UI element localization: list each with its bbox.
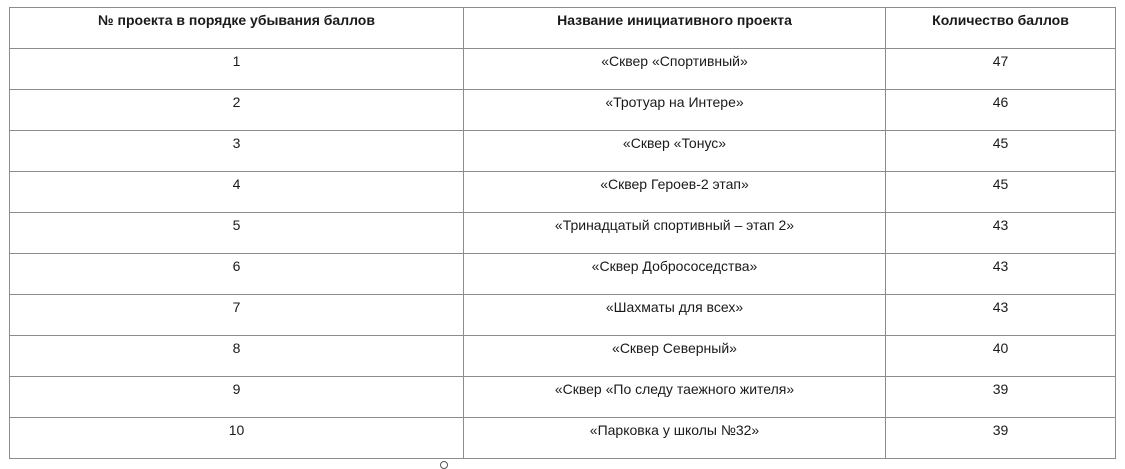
projects-table bbox=[9, 7, 1116, 459]
cell-score: 43 bbox=[886, 295, 1116, 336]
cell-score: 39 bbox=[886, 418, 1116, 459]
cell-project-number: 4 bbox=[10, 172, 464, 213]
cell-project-number: 5 bbox=[10, 213, 464, 254]
cell-project-name: «Тротуар на Интере» bbox=[464, 90, 886, 131]
cell-project-number: 3 bbox=[10, 131, 464, 172]
cell-project-name: «Шахматы для всех» bbox=[464, 295, 886, 336]
table-row bbox=[10, 172, 1116, 213]
cell-score: 45 bbox=[886, 131, 1116, 172]
cell-project-name: «Сквер Северный» bbox=[464, 336, 886, 377]
cell-project-number: 10 bbox=[10, 418, 464, 459]
header-score: Количество баллов bbox=[886, 8, 1116, 49]
cell-project-name: «Тринадцатый спортивный – этап 2» bbox=[464, 213, 886, 254]
cell-score: 40 bbox=[886, 336, 1116, 377]
cell-project-number: 8 bbox=[10, 336, 464, 377]
table-row bbox=[10, 131, 1116, 172]
table-row bbox=[10, 418, 1116, 459]
table-row bbox=[10, 254, 1116, 295]
cell-project-number: 7 bbox=[10, 295, 464, 336]
cell-project-name: «Сквер Добрососедства» bbox=[464, 254, 886, 295]
cell-project-name: «Парковка у школы №32» bbox=[464, 418, 886, 459]
cell-project-number: 2 bbox=[10, 90, 464, 131]
cell-project-number: 9 bbox=[10, 377, 464, 418]
cell-score: 46 bbox=[886, 90, 1116, 131]
cell-score: 47 bbox=[886, 49, 1116, 90]
table-row bbox=[10, 295, 1116, 336]
table-row bbox=[10, 377, 1116, 418]
cell-score: 39 bbox=[886, 377, 1116, 418]
cell-project-name: «Сквер «Спортивный» bbox=[464, 49, 886, 90]
cell-project-name: «Сквер Героев-2 этап» bbox=[464, 172, 886, 213]
table-header-row bbox=[10, 8, 1116, 49]
table-row bbox=[10, 213, 1116, 254]
cell-score: 43 bbox=[886, 213, 1116, 254]
header-project-number: № проекта в порядке убывания баллов bbox=[10, 8, 464, 49]
cell-project-number: 1 bbox=[10, 49, 464, 90]
table-row bbox=[10, 336, 1116, 377]
projects-table-container bbox=[9, 7, 1115, 459]
cell-project-number: 6 bbox=[10, 254, 464, 295]
cell-score: 43 bbox=[886, 254, 1116, 295]
table-row bbox=[10, 49, 1116, 90]
cell-project-name: «Сквер «По следу таежного жителя» bbox=[464, 377, 886, 418]
cropped-glyph-fragment bbox=[440, 461, 448, 469]
cell-project-name: «Сквер «Тонус» bbox=[464, 131, 886, 172]
cell-score: 45 bbox=[886, 172, 1116, 213]
header-project-name: Название инициативного проекта bbox=[464, 8, 886, 49]
table-row bbox=[10, 90, 1116, 131]
